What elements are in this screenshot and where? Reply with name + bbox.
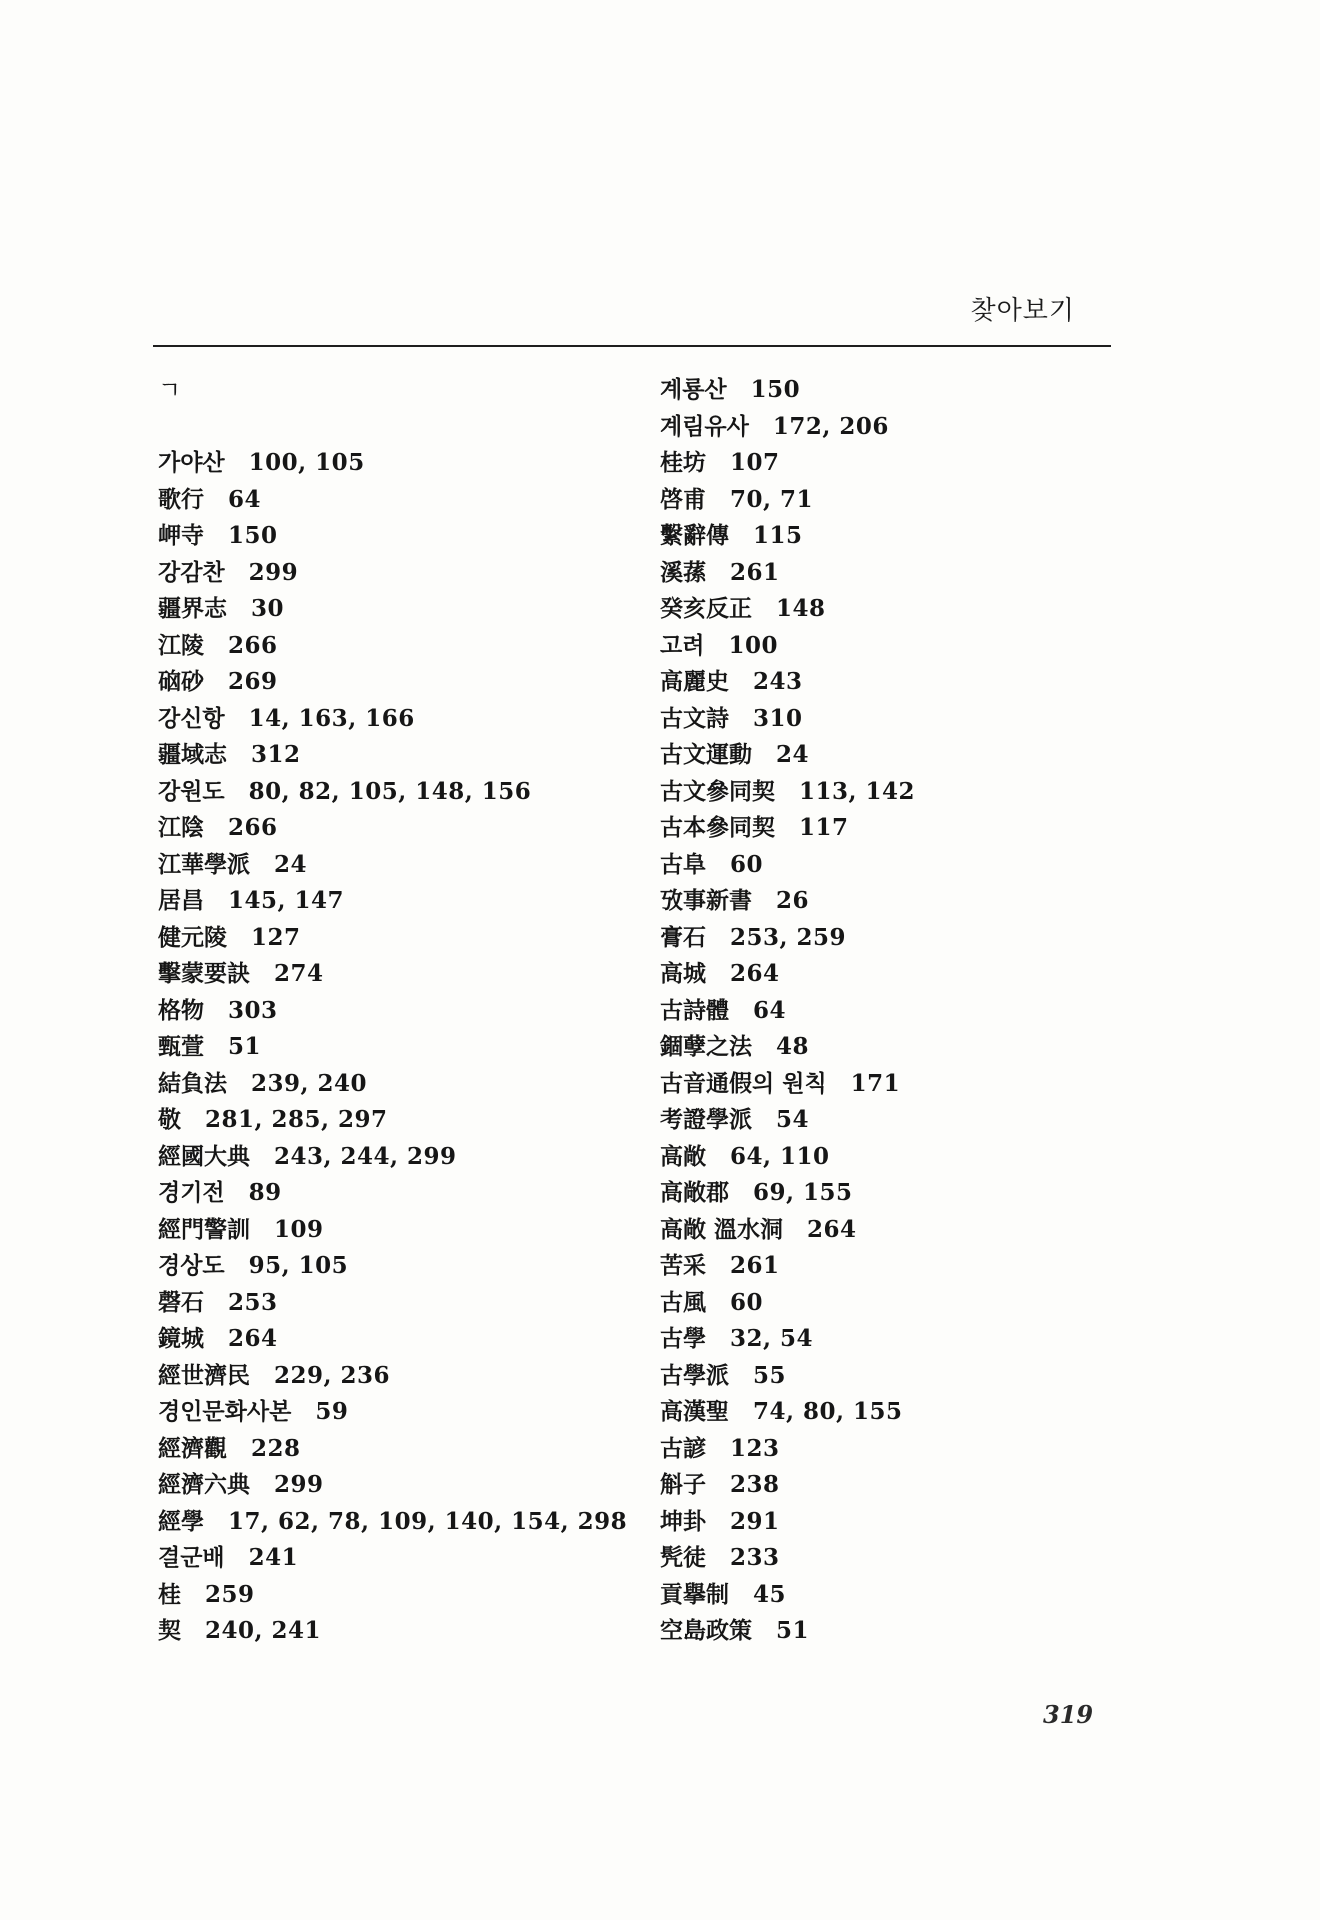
- index-pages: 51: [776, 1617, 810, 1644]
- index-pages: 113, 142: [799, 777, 916, 805]
- index-term: 高城: [660, 960, 706, 987]
- index-pages: 266: [228, 814, 278, 841]
- section-spacer: [158, 409, 638, 446]
- index-term: 溪蓀: [660, 558, 706, 586]
- index-pages: 238: [730, 1471, 780, 1498]
- index-pages: 89: [248, 1179, 282, 1206]
- index-entry: [660, 591, 1130, 628]
- index-entry: [158, 737, 638, 774]
- index-entry: [660, 1358, 1130, 1395]
- section-letter: ㄱ: [158, 376, 182, 404]
- index-pages: 299: [274, 1471, 324, 1498]
- index-entry: [158, 1029, 638, 1066]
- index-pages: 95, 105: [248, 1252, 349, 1279]
- index-entry: [158, 1358, 638, 1395]
- index-pages: 264: [807, 1215, 857, 1243]
- index-term: 坤卦: [660, 1507, 706, 1535]
- index-term: 高敞郡: [660, 1179, 729, 1206]
- index-pages: 243, 244, 299: [274, 1142, 457, 1170]
- index-term: 甄萱: [158, 1033, 204, 1060]
- index-entry: [158, 883, 638, 920]
- index-pages: 55: [753, 1361, 787, 1389]
- index-pages: 64: [228, 485, 262, 513]
- index-pages: 261: [730, 558, 780, 586]
- index-term: 居昌: [158, 887, 204, 914]
- index-pages: 229, 236: [274, 1361, 391, 1389]
- index-pages: 54: [776, 1106, 810, 1133]
- index-term: 古學: [660, 1325, 706, 1352]
- index-term: 硇砂: [158, 668, 204, 695]
- index-entry: [158, 701, 638, 738]
- index-pages: 148: [776, 595, 826, 622]
- index-term: 강원도: [158, 777, 225, 805]
- index-entry: [660, 1139, 1130, 1176]
- index-term: 啓甫: [660, 485, 706, 513]
- index-entry: [660, 774, 1130, 811]
- index-entry: [660, 482, 1130, 519]
- index-term: 膏石: [660, 923, 706, 951]
- index-term: 강신항: [158, 704, 225, 732]
- index-pages: 100: [728, 631, 778, 659]
- index-term: 空島政策: [660, 1617, 752, 1644]
- index-pages: 100, 105: [248, 449, 365, 476]
- header-rule: [153, 345, 1111, 347]
- index-entry: [660, 1212, 1130, 1249]
- index-term: 結負法: [158, 1069, 227, 1097]
- index-pages: 109: [274, 1215, 324, 1243]
- index-entry: [158, 1102, 638, 1139]
- index-pages: 145, 147: [228, 887, 345, 914]
- index-term: 考證學派: [660, 1106, 752, 1133]
- index-pages: 253: [228, 1288, 278, 1316]
- index-term: 경기전: [158, 1179, 225, 1206]
- index-pages: 228: [251, 1434, 301, 1462]
- index-entry: [158, 482, 638, 519]
- index-entry: [660, 1321, 1130, 1358]
- index-pages: 291: [730, 1507, 780, 1535]
- index-term: 鏡城: [158, 1325, 204, 1352]
- index-entry: [660, 1467, 1130, 1504]
- index-pages: 281, 285, 297: [205, 1106, 388, 1133]
- index-entry: [660, 664, 1130, 701]
- index-term: 江陰: [158, 814, 204, 841]
- index-pages: 115: [753, 522, 803, 549]
- index-term: 古音通假의 원칙: [660, 1069, 827, 1097]
- index-entry: [158, 956, 638, 993]
- index-term: 斛子: [660, 1471, 706, 1498]
- index-term: 古詩體: [660, 996, 729, 1024]
- index-pages: 261: [730, 1252, 780, 1279]
- index-term: 格物: [158, 996, 204, 1024]
- index-pages: 127: [251, 923, 301, 951]
- index-term: 古文詩: [660, 704, 729, 732]
- index-pages: 240, 241: [205, 1617, 322, 1644]
- index-entry: [660, 372, 1130, 409]
- index-pages: 239, 240: [251, 1069, 368, 1097]
- index-term: 經門警訓: [158, 1215, 250, 1243]
- index-entry: [158, 628, 638, 665]
- index-term: 가야산: [158, 449, 225, 476]
- index-entry: [158, 1431, 638, 1468]
- page-number: 319: [1043, 1700, 1094, 1729]
- index-term: 癸亥反正: [660, 595, 752, 622]
- index-term: 高敞 溫水洞: [660, 1215, 784, 1243]
- index-term: 고려: [660, 631, 705, 659]
- index-entry: [660, 628, 1130, 665]
- index-entry: [158, 774, 638, 811]
- index-entry: [158, 518, 638, 555]
- index-term: 錮孽之法: [660, 1033, 752, 1060]
- index-pages: 70, 71: [730, 485, 814, 513]
- index-term: 古本參同契: [660, 814, 775, 841]
- index-term: 髠徒: [660, 1544, 706, 1571]
- index-entry: [660, 1577, 1130, 1614]
- index-term: 古文運動: [660, 741, 752, 768]
- index-term: 攷事新書: [660, 887, 752, 914]
- index-term: 古風: [660, 1288, 706, 1316]
- index-entry: [660, 737, 1130, 774]
- index-entry: [158, 1504, 638, 1541]
- index-entry: [158, 664, 638, 701]
- index-entry: [158, 1394, 638, 1431]
- index-pages: 69, 155: [753, 1179, 853, 1206]
- index-pages: 24: [274, 850, 308, 878]
- index-term: 古學派: [660, 1361, 729, 1389]
- index-entry: [660, 445, 1130, 482]
- index-term: 江陵: [158, 631, 204, 659]
- index-term: 疆界志: [158, 595, 227, 622]
- index-pages: 259: [205, 1580, 255, 1608]
- index-pages: 74, 80, 155: [753, 1398, 903, 1425]
- index-entry: [158, 1467, 638, 1504]
- index-term: 계룡산: [660, 376, 727, 403]
- index-entry: [158, 1248, 638, 1285]
- index-term: 桂坊: [660, 449, 706, 476]
- index-term: 강감찬: [158, 558, 225, 586]
- index-term: 高麗史: [660, 668, 729, 695]
- index-term: 經國大典: [158, 1142, 250, 1170]
- index-entry: [158, 1321, 638, 1358]
- index-pages: 241: [248, 1544, 299, 1571]
- index-pages: 45: [753, 1580, 787, 1608]
- index-pages: 17, 62, 78, 109, 140, 154, 298: [228, 1507, 628, 1535]
- index-entry: [158, 1577, 638, 1614]
- index-pages: 59: [315, 1398, 349, 1425]
- index-term: 古阜: [660, 850, 706, 878]
- index-entry: [158, 1285, 638, 1322]
- index-term: 經濟觀: [158, 1434, 227, 1462]
- index-pages: 243: [753, 668, 803, 695]
- index-pages: 51: [228, 1033, 262, 1060]
- index-entry: [158, 1139, 638, 1176]
- index-entry: [660, 1540, 1130, 1577]
- index-entry: [660, 1431, 1130, 1468]
- index-entry: [660, 810, 1130, 847]
- index-pages: 60: [730, 1288, 764, 1316]
- index-term: 經濟六典: [158, 1471, 250, 1498]
- index-pages: 60: [730, 850, 764, 878]
- index-pages: 48: [776, 1033, 810, 1060]
- index-entry: [660, 1066, 1130, 1103]
- index-column-left: [158, 372, 638, 1650]
- index-pages: 171: [850, 1069, 901, 1097]
- index-entry: [660, 920, 1130, 957]
- index-term: 古文參同契: [660, 777, 775, 805]
- index-pages: 274: [274, 960, 324, 987]
- index-entry: [158, 993, 638, 1030]
- index-entry: [660, 1285, 1130, 1322]
- index-term: 契: [158, 1617, 181, 1644]
- index-term: 擊蒙要訣: [158, 960, 250, 987]
- index-term: 疆域志: [158, 741, 227, 768]
- index-pages: 253, 259: [730, 923, 847, 951]
- index-entry: [158, 591, 638, 628]
- index-entry: [158, 1066, 638, 1103]
- index-entry: [158, 445, 638, 482]
- index-entry: [660, 1504, 1130, 1541]
- index-pages: 64, 110: [730, 1142, 830, 1170]
- index-term: 高漢聖: [660, 1398, 729, 1425]
- index-pages: 26: [776, 887, 810, 914]
- index-entry: [158, 810, 638, 847]
- index-pages: 64: [753, 996, 787, 1024]
- index-pages: 150: [228, 522, 278, 549]
- index-term: 歌行: [158, 485, 204, 513]
- index-term: 苦采: [660, 1252, 706, 1279]
- index-term: 敬: [158, 1106, 181, 1133]
- index-entry: [158, 1613, 638, 1650]
- index-pages: 107: [730, 449, 780, 476]
- index-term: 계림유사: [660, 412, 749, 440]
- index-pages: 24: [776, 741, 810, 768]
- index-pages: 269: [228, 668, 278, 695]
- index-term: 高敞: [660, 1142, 706, 1170]
- index-entry: [158, 1540, 638, 1577]
- index-entry: [660, 1102, 1130, 1139]
- index-entry: [158, 1212, 638, 1249]
- index-entry: [660, 701, 1130, 738]
- index-term: 岬寺: [158, 522, 204, 549]
- index-pages: 264: [228, 1325, 278, 1352]
- index-term: 경인문화사본: [158, 1398, 292, 1425]
- index-pages: 150: [750, 376, 801, 403]
- index-pages: 310: [753, 704, 803, 732]
- index-column-right: [660, 372, 1130, 1650]
- index-pages: 264: [730, 960, 780, 987]
- index-term: 經世濟民: [158, 1361, 250, 1389]
- index-term: 江華學派: [158, 850, 250, 878]
- index-entry: [660, 409, 1130, 446]
- index-entry: [660, 1613, 1130, 1650]
- index-entry: [660, 1248, 1130, 1285]
- index-pages: 80, 82, 105, 148, 156: [248, 777, 532, 805]
- index-term: 經學: [158, 1507, 204, 1535]
- index-pages: 233: [730, 1544, 780, 1571]
- index-entry: [158, 920, 638, 957]
- index-term: 貢擧制: [660, 1580, 729, 1608]
- index-entry: [158, 1175, 638, 1212]
- running-title: 찾아보기: [970, 296, 1075, 326]
- index-entry: [660, 518, 1130, 555]
- index-pages: 312: [251, 741, 301, 768]
- index-term: 健元陵: [158, 923, 227, 951]
- index-entry: [660, 1029, 1130, 1066]
- index-term: 繫辭傳: [660, 522, 729, 549]
- index-pages: 172, 206: [772, 412, 889, 440]
- index-entry: [660, 956, 1130, 993]
- index-term: 결군배: [158, 1544, 225, 1571]
- index-pages: 123: [730, 1434, 780, 1462]
- index-entry: [660, 883, 1130, 920]
- index-term: 古諺: [660, 1434, 706, 1462]
- index-pages: 14, 163, 166: [248, 704, 415, 732]
- index-entry: [158, 847, 638, 884]
- index-pages: 30: [251, 595, 285, 622]
- index-entry: [660, 993, 1130, 1030]
- index-pages: 32, 54: [730, 1325, 814, 1352]
- index-term: 경상도: [158, 1252, 225, 1279]
- index-entry: [660, 847, 1130, 884]
- index-entry: [158, 555, 638, 592]
- index-pages: 299: [248, 558, 299, 586]
- index-entry: [660, 1394, 1130, 1431]
- index-entry: [660, 1175, 1130, 1212]
- index-pages: 303: [228, 996, 278, 1024]
- index-term: 磬石: [158, 1288, 204, 1316]
- index-entry: [660, 555, 1130, 592]
- index-pages: 266: [228, 631, 278, 659]
- index-term: 桂: [158, 1580, 181, 1608]
- index-pages: 117: [799, 814, 849, 841]
